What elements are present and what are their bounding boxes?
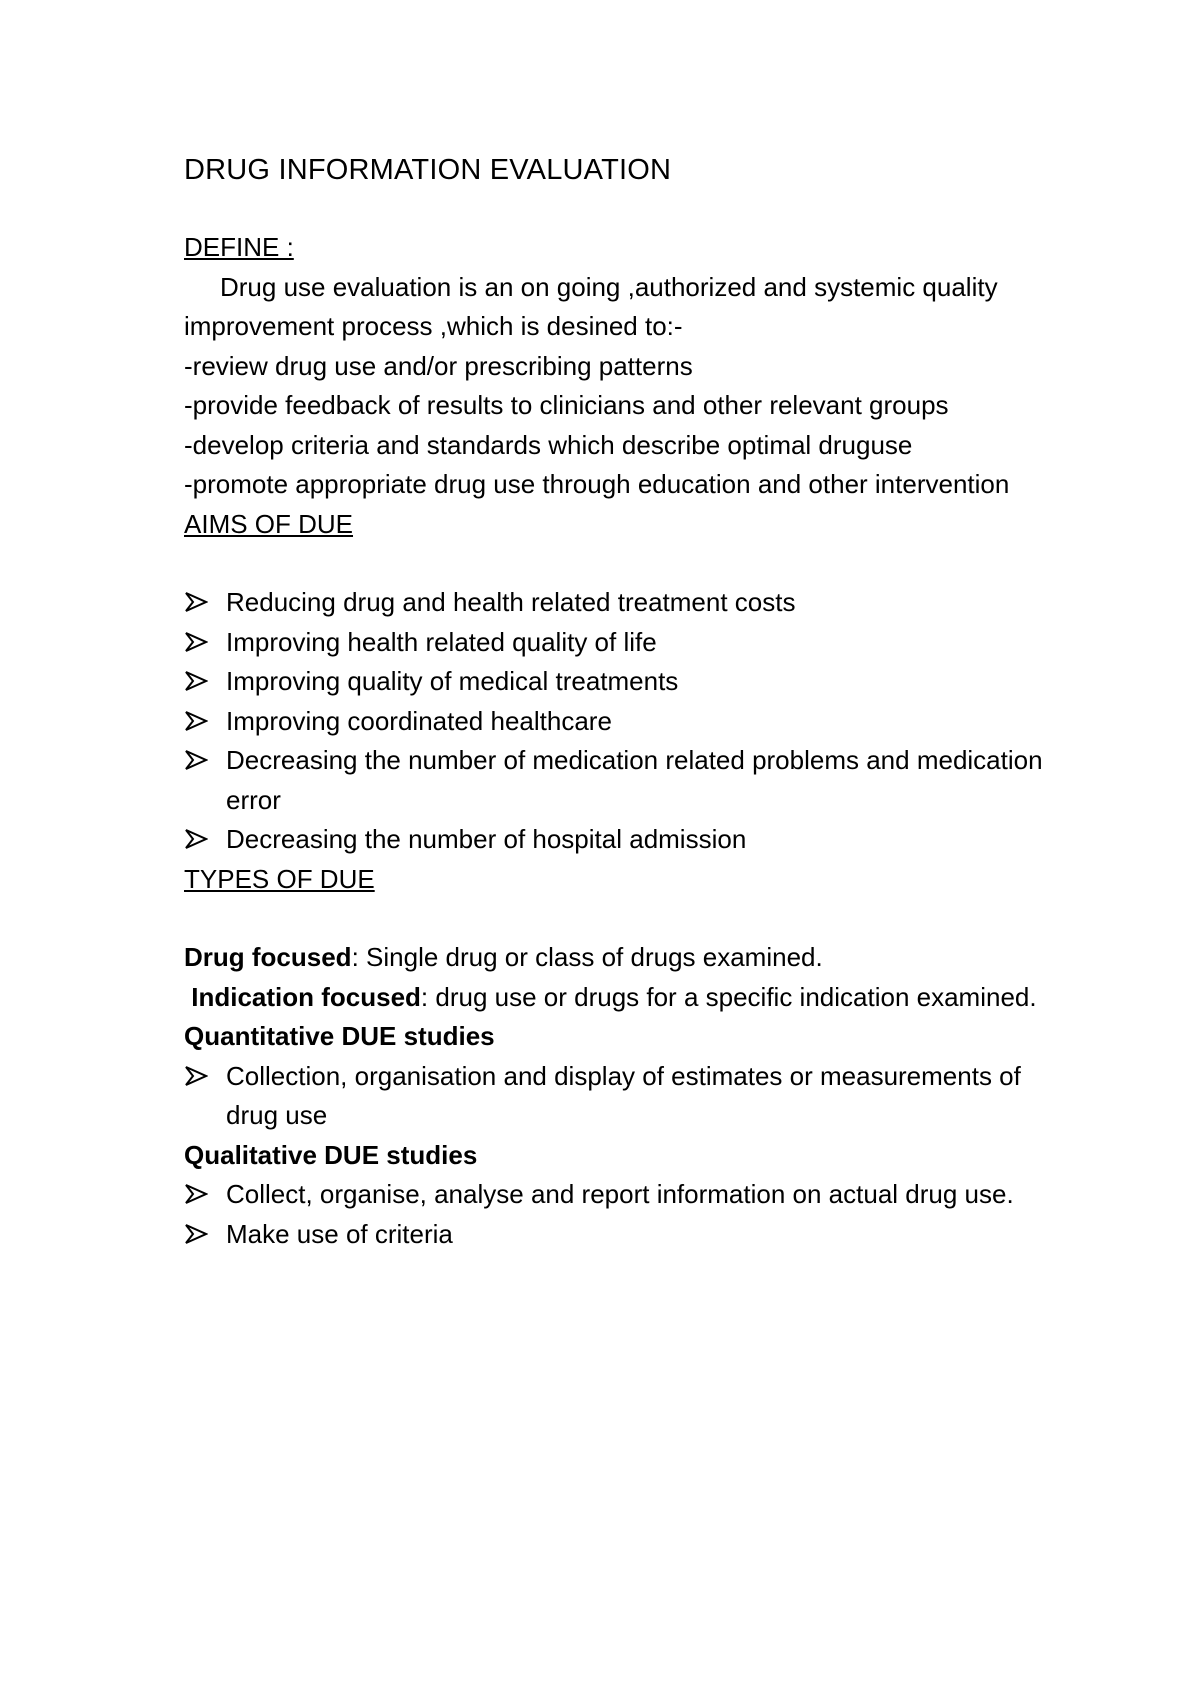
arrow-bullet-icon [184,749,208,771]
define-item: -review drug use and/or prescribing patterns [184,350,693,381]
list-item [184,1215,1064,1255]
indication-focused-text: : drug use or drugs for a specific indication examined. [420,981,1037,1012]
define-heading: DEFINE : [184,232,294,262]
arrow-bullet-icon [184,670,208,692]
list-item [184,702,1064,742]
document-title: DRUG INFORMATION EVALUATION [184,154,672,186]
list-item-text: Decreasing the number of medication related problems and medication error [226,745,1043,815]
list-item [184,820,1064,860]
arrow-bullet-icon [184,631,208,653]
list-item-text: Make use of criteria [226,1218,453,1249]
indication-focused-paragraph [184,978,1064,1018]
arrow-bullet-icon [184,1183,208,1205]
arrow-bullet-icon [184,828,208,850]
list-item [184,623,1064,663]
spacer [184,544,1064,583]
list-item [184,1175,1064,1215]
list-item-text: Decreasing the number of hospital admission [226,824,747,854]
list-item-text: Reducing drug and health related treatment costs [226,587,796,617]
quantitative-list [184,1057,1064,1136]
define-item: -provide feedback of results to clinicians and other relevant groups [184,390,949,420]
define-item: -develop criteria and standards which describe optimal druguse [184,429,913,460]
qualitative-list [184,1175,1064,1254]
list-item [184,741,1064,820]
list-item-text: Collect, organise, analyse and report information on actual drug use. [226,1179,1014,1209]
quantitative-heading: Quantitative DUE studies [184,1021,495,1051]
list-item [184,662,1064,702]
qualitative-heading: Qualitative DUE studies [184,1139,478,1170]
drug-focused-text: : Single drug or class of drugs examined. [351,942,823,972]
drug-focused-label: Drug focused [184,942,352,972]
arrow-bullet-icon [184,591,208,613]
define-item: -promote appropriate drug use through education and other intervention [184,469,1010,499]
list-item [184,1057,1064,1136]
list-item-text: Improving quality of medical treatments [226,666,679,696]
document-body [184,150,1064,1254]
indication-focused-label: Indication focused [191,981,421,1012]
list-item [184,583,1064,623]
aims-heading: AIMS OF DUE [184,508,354,539]
spacer [184,899,1064,938]
list-item-text: Collection, organisation and display of estimates or measurements of drug use [226,1060,1021,1130]
types-heading: TYPES OF DUE [184,863,375,894]
list-item-text: Improving health related quality of life [226,626,657,657]
spacer [184,190,1064,228]
define-intro: Drug use evaluation is an on going ,authorized and systemic quality improvement process ,which is desined to:- [184,271,998,341]
arrow-bullet-icon [184,710,208,732]
list-item-text: Improving coordinated healthcare [226,705,612,736]
aims-list [184,583,1064,860]
drug-focused-paragraph [184,938,1064,978]
arrow-bullet-icon [184,1065,208,1087]
arrow-bullet-icon [184,1223,208,1245]
